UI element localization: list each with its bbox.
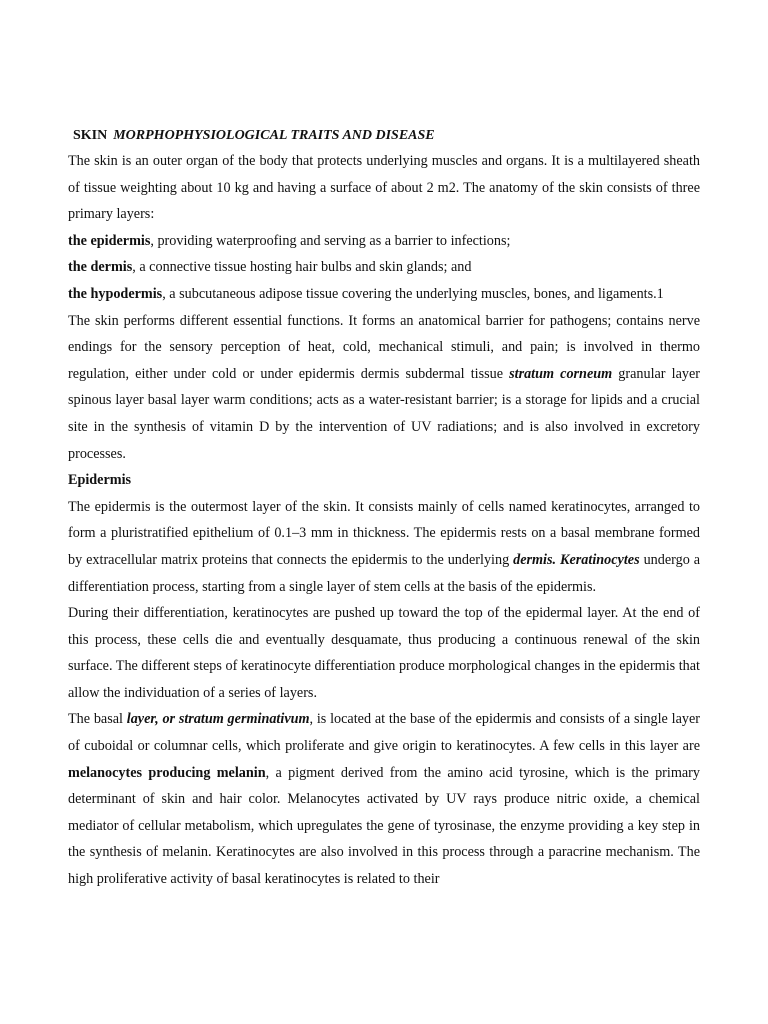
- layer-item-epidermis: [68, 228, 700, 255]
- functions-text-a: The skin performs different essential functions. It forms an anatomical barrier for pathogens; contains nerve endings for the sensory perception of heat, cold, mechanical stimuli, and pain; is involved in thermo regulation, either under cold or under epidermis dermis subdermal tissue: [68, 312, 700, 382]
- epidermis-paragraph-2: During their differentiation, keratinocytes are pushed up toward the top of the epidermal layer. At the end of this process, these cells die and eventually desquamate, thus producing a continuous renewal of the skin surface. The different steps of keratinocyte differentiation produce morphological changes in the epidermis that allow the individuation of a series of layers.: [68, 605, 700, 701]
- intro-paragraph: The skin is an outer organ of the body that protects underlying muscles and organs. It is a multilayered sheath of tissue weighting about 10 kg and having a surface of about 2 m2. The anatomy of the skin consists of three primary layers:: [68, 153, 700, 223]
- title-main: MORPHOPHYSIOLOGICAL TRAITS AND DISEASE: [113, 128, 435, 143]
- basal-text-e: , a pigment derived from the amino acid tyrosine, which is the primary determinant of skin and hair color. Melanocytes activated by UV rays produce nitric oxide, a chemical mediator of cellular metabolism, which upregulates the gene of tyrosinase, the enzyme providing a key step in the synthesis of melanin. Keratinocytes are also involved in this process through a paracrine mechanism. The high proliferative activity of basal keratinocytes is related to their: [68, 764, 700, 888]
- layer-item-dermis: [68, 254, 700, 281]
- stratum-germinativum-term: layer, or stratum germinativum: [126, 711, 310, 728]
- layer-term: the dermis: [68, 259, 133, 276]
- functions-paragraph: [68, 308, 700, 468]
- basal-text-c: , is located at the base of the epidermis and consists of a single layer of cuboidal or columnar cells, which proliferate and give origin to keratinocytes. A few cells in this layer are: [68, 711, 700, 755]
- document-title: [68, 124, 700, 148]
- epidermis-p1-text-d: undergo a differentiation process, starting from a single layer of stem cells at the basis of the epidermis.: [68, 551, 701, 595]
- layer-desc: , a connective tissue hosting hair bulbs and skin glands; and: [132, 259, 472, 276]
- functions-text-c: granular layer spinous layer basal layer warm conditions; acts as a water-resistant barrier; is a storage for lipids and a crucial site in the synthesis of vitamin D by the intervention of UV radiations; and is also involved in excretory processes.: [68, 365, 700, 462]
- melanocytes-term: melanocytes producing melanin: [68, 764, 266, 781]
- layer-term: the hypodermis: [68, 285, 163, 302]
- layer-desc: , a subcutaneous adipose tissue covering the underlying muscles, bones, and ligaments.1: [162, 285, 664, 302]
- stratum-corneum-term: stratum corneum: [509, 365, 613, 382]
- basal-layer-paragraph: [68, 706, 700, 892]
- keratinocytes-term: Keratinocytes: [560, 551, 640, 568]
- basal-text-a: The basal: [68, 711, 123, 728]
- layer-item-hypodermis: [68, 281, 700, 308]
- dermis-term: dermis.: [513, 551, 557, 568]
- epidermis-paragraph-1: [68, 494, 700, 600]
- epidermis-heading: Epidermis: [68, 472, 132, 489]
- epidermis-p1-text-a: The epidermis is the outermost layer of the skin. It consists mainly of cells named keratinocytes, arranged to form a pluristratified epithelium of 0.1–3 mm in thickness. The epidermis rests on a basal membrane formed by extracellular matrix proteins that connects the epidermis to the underlying: [68, 498, 700, 568]
- layer-term: the epidermis: [68, 232, 151, 249]
- title-prefix: SKIN: [73, 128, 108, 143]
- layer-desc: , providing waterproofing and serving as a barrier to infections;: [150, 232, 511, 249]
